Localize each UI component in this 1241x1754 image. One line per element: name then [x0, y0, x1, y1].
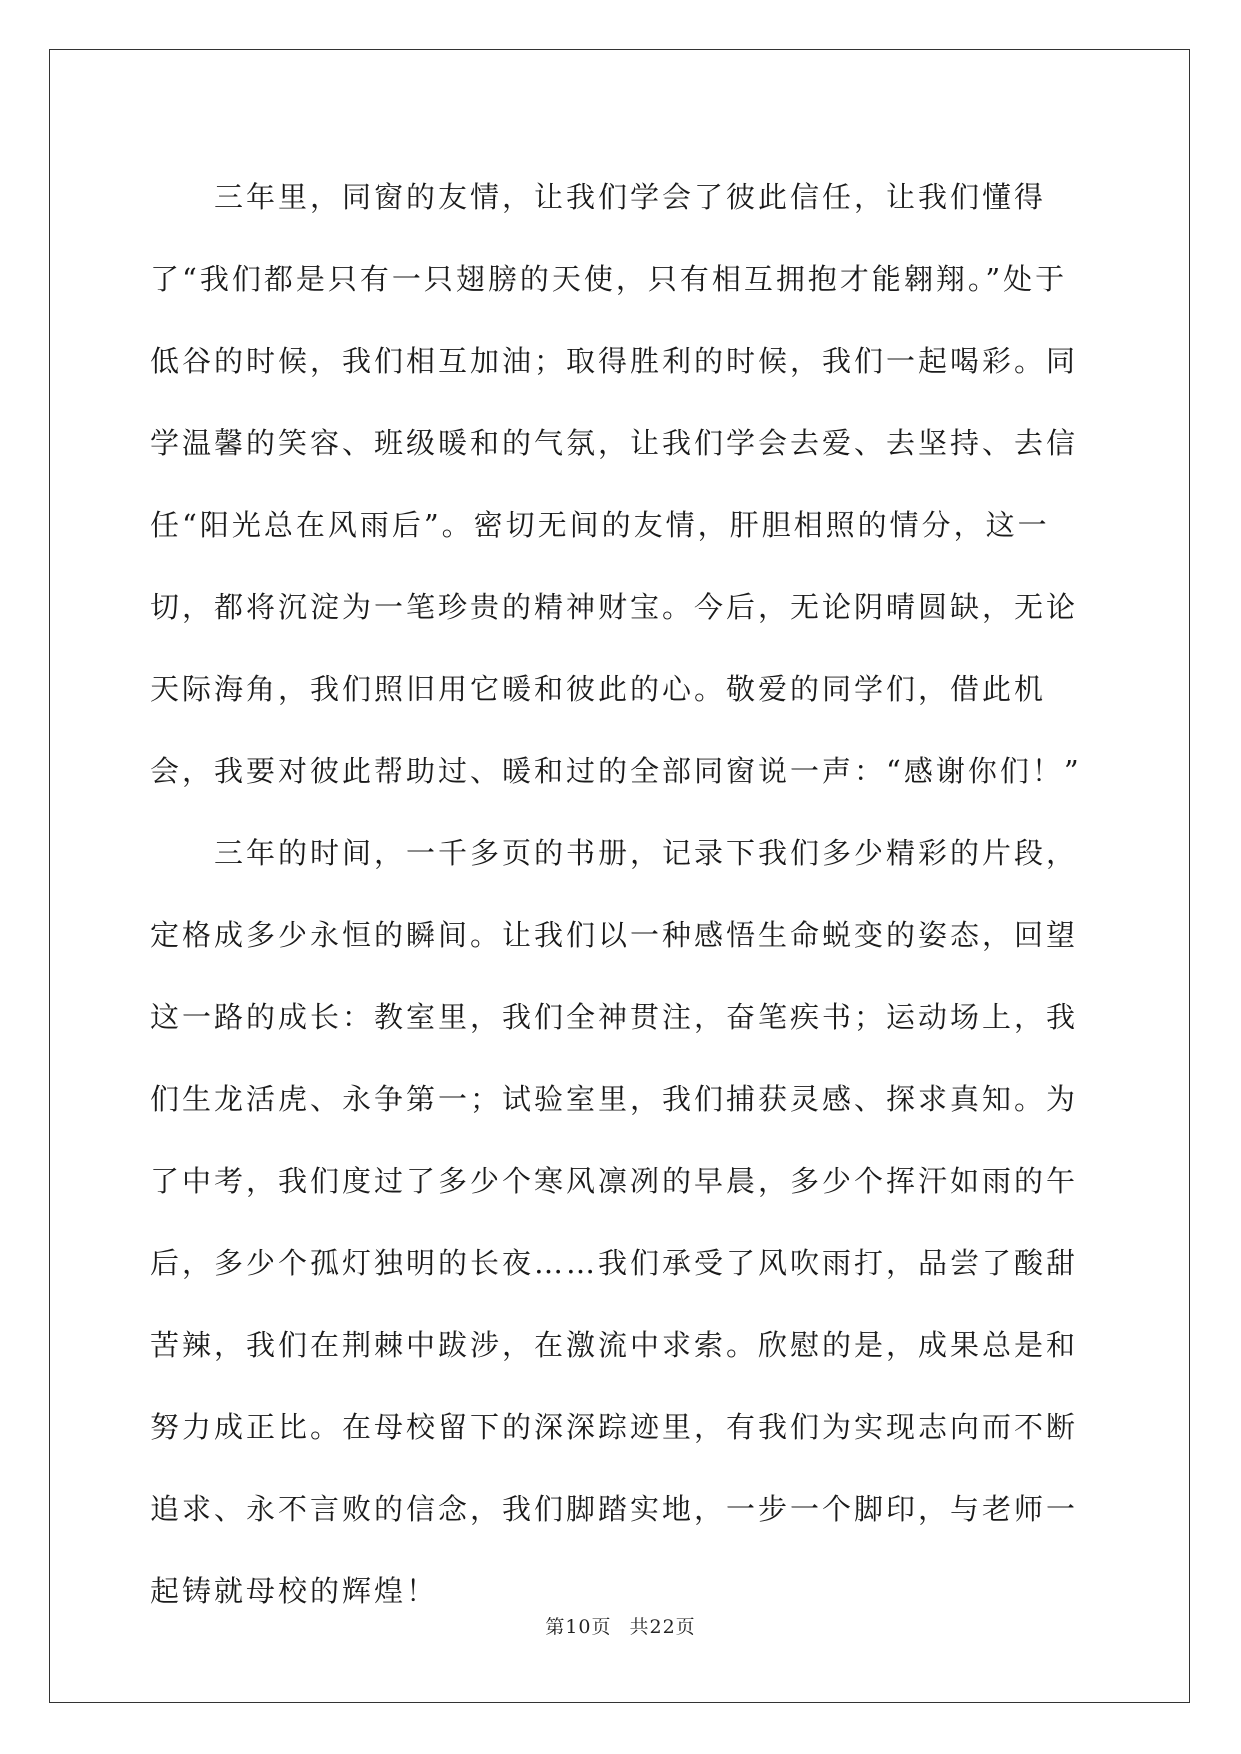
page-number-current: 第10页	[545, 1616, 612, 1638]
page-footer	[0, 1612, 1241, 1639]
paragraph-growth: 三年的时间，一千多页的书册，记录下我们多少精彩的片段，定格成多少永恒的瞬间。让我们以一种感悟生命蜕变的姿态，回望这一路的成长：教室里，我们全神贯注，奋笔疾书；运动场上，我们生龙活虎、永争第一；试验室里，我们捕获灵感、探求真知。为了中考，我们度过了多少个寒风凛冽的早晨，多少个挥汗如雨的午后，多少个孤灯独明的长夜……我们承受了风吹雨打，品尝了酸甜苦辣，我们在荆棘中跋涉，在激流中求索。欣慰的是，成果总是和努力成正比。在母校留下的深深踪迹里，有我们为实现志向而不断追求、永不言败的信念，我们脚踏实地，一步一个脚印，与老师一起铸就母校的辉煌！	[150, 836, 1079, 1608]
document-body	[150, 156, 1095, 1632]
paragraph-friendship: 三年里，同窗的友情，让我们学会了彼此信任，让我们懂得了“我们都是只有一只翅膀的天使，只有相互拥抱才能翱翔。”处于低谷的时候，我们相互加油；取得胜利的时候，我们一起喝彩。同学温馨的笑容、班级暖和的气氛，让我们学会去爱、去坚持、去信任“阳光总在风雨后”。密切无间的友情，肝胆相照的情分，这一切，都将沉淀为一笔珍贵的精神财宝。今后，无论阴晴圆缺，无论天际海角，我们照旧用它暖和彼此的心。敬爱的同学们，借此机会，我要对彼此帮助过、暖和过的全部同窗说一声：“感谢你们！”	[150, 180, 1082, 788]
page-number-total: 共22页	[629, 1616, 696, 1638]
